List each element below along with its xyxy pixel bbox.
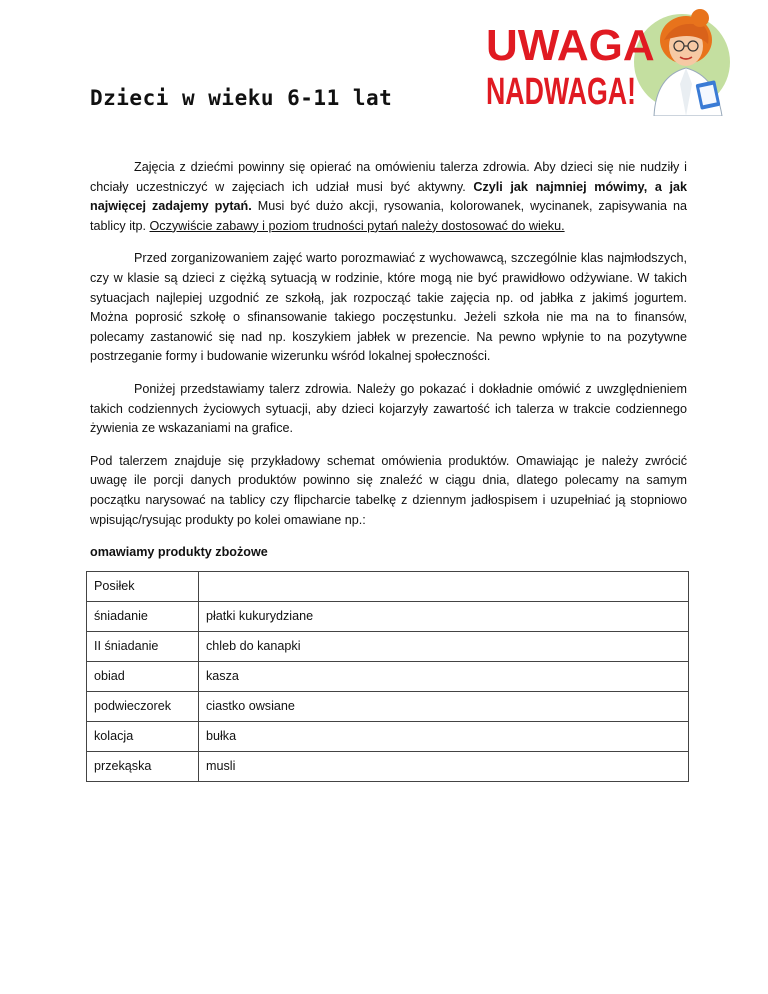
table-cell-meal: II śniadanie bbox=[87, 631, 199, 661]
table-cell-product: płatki kukurydziane bbox=[199, 601, 689, 631]
paragraph-1-bold: Czyli jak najmniej mówimy, a jak najwięcej zadajemy pytań. bbox=[90, 179, 688, 214]
paragraph-4: Pod talerzem znajduje się przykładowy schemat omówienia produktów. Omawiając je należy zwrócić uwagę ile porcji danych produktów powinno się znaleźć w ciągu dnia, dlatego polecamy na samym początku narysować na tablicy czy flipcharcie tabelkę z dziennym jadłospisem i uzupełniać ją stopniowo wpisując/rysując produkty po kolei omawiane np.: bbox=[90, 453, 687, 527]
table-cell-meal: podwieczorek bbox=[87, 691, 199, 721]
table-cell-meal: obiad bbox=[87, 661, 199, 691]
uwaga-nadwaga-logo bbox=[486, 4, 744, 116]
paragraph-3: Poniżej przedstawiamy talerz zdrowia. Należy go pokazać i dokładnie omówić z uwzględnieniem takich codziennych życiowych sytuacji, aby dzieci kojarzyły zawartość ich talerza w trakcie codziennego żywienia ze wskazaniami na grafice. bbox=[90, 381, 687, 436]
table-row bbox=[87, 631, 689, 661]
table-row bbox=[87, 661, 689, 691]
meal-table bbox=[86, 571, 689, 782]
table-cell-meal: Posiłek bbox=[87, 571, 199, 601]
table-row bbox=[87, 691, 689, 721]
paragraph-1 bbox=[90, 158, 687, 236]
page-title: Dzieci w wieku 6-11 lat bbox=[90, 86, 393, 110]
logo-line2: NADWAGA! bbox=[486, 71, 636, 113]
table-cell-product: musli bbox=[199, 751, 689, 781]
table-cell-product bbox=[199, 571, 689, 601]
table-cell-meal: przekąska bbox=[87, 751, 199, 781]
paragraph-1-text-2: Musi być dużo akcji, rysowania, kolorowanek, wycinanek, zapisywania na tablicy itp. bbox=[90, 199, 687, 233]
document-body bbox=[90, 158, 687, 782]
table-cell-meal: śniadanie bbox=[87, 601, 199, 631]
subheading: omawiamy produkty zbożowe bbox=[90, 545, 268, 560]
table-row bbox=[87, 601, 689, 631]
table-cell-product: kasza bbox=[199, 661, 689, 691]
table-cell-product: ciastko owsiane bbox=[199, 691, 689, 721]
table-cell-product: bułka bbox=[199, 721, 689, 751]
table-cell-meal: kolacja bbox=[87, 721, 199, 751]
table-row bbox=[87, 571, 689, 601]
table-cell-product: chleb do kanapki bbox=[199, 631, 689, 661]
paragraph-1-underline: Oczywiście zabawy i poziom trudności pytań należy dostosować do wieku. bbox=[149, 218, 565, 233]
paragraph-1-text: Zajęcia z dziećmi powinny się opierać na omówieniu talerza zdrowia. Aby dzieci się nie nudziły i chciały uczestniczyć w zajęciach ich udział musi być aktywny. bbox=[90, 160, 687, 194]
table-row bbox=[87, 751, 689, 781]
table-row bbox=[87, 721, 689, 751]
logo-line1: UWAGA bbox=[486, 21, 655, 70]
paragraph-2: Przed zorganizowaniem zajęć warto porozmawiać z wychowawcą, szczególnie klas najmłodszych, czy w klasie są dzieci z ciężką sytuacją w rodzinie, które mogą nie być prawidłowo odżywiane. W takich sytuacjach najlepiej uzgodnić ze szkołą, jak rozpocząć takie zajęcia np. od jabłka z jakimś jogurtem. Można poprosić szkołę o sfinansowanie takiego poczęstunku. Jeżeli szkoła nie ma na to finansów, polecamy zastanowić się nad np. koszykiem jabłek w prezencie. Na pewno wpłynie to na pozytywne postrzeganie formy i budowanie wizerunku wśród lokalnej społeczności. bbox=[90, 251, 687, 364]
